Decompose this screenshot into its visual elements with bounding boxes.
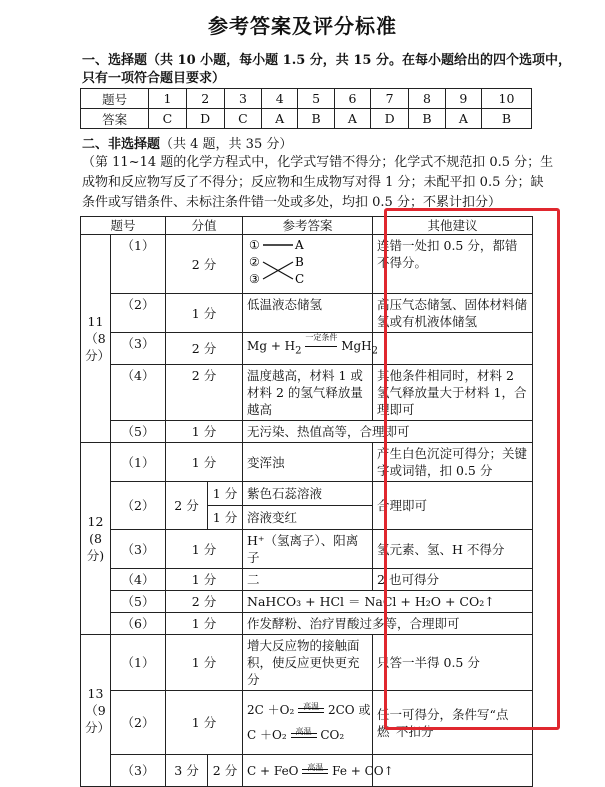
header-answer: 参考答案 [243, 217, 373, 235]
table-row [81, 482, 533, 506]
section2-note-line3: 条件或写错条件、未标注条件错一处或多处，均扣 0.5 分；不累计扣分） [82, 195, 501, 210]
cell: B [481, 109, 531, 129]
eq-condition: 高温 [295, 726, 312, 736]
eq-condition: 高温 [303, 701, 320, 711]
suggestion: 合理即可 [373, 482, 533, 530]
suggestion: 氢元素、氢、H 不得分 [373, 530, 533, 569]
eq-condition: 一定条件 [305, 333, 338, 343]
suggestion: 连错一处扣 0.5 分，都错不得分。 [373, 235, 533, 294]
answer: 溶液变红 [243, 506, 373, 530]
cell: A [445, 109, 481, 129]
cell: 7 [371, 89, 409, 109]
table-row [81, 365, 533, 421]
score: 2 分 [166, 482, 208, 530]
score: 2 分 [166, 591, 243, 613]
label-line: 12 [87, 514, 104, 529]
cell: B [409, 109, 446, 129]
section2-note-line1: （第 11~14 题的化学方程式中，化学式写错不得分；化学式不规范扣 0.5 分；生 [82, 155, 554, 170]
table-row [81, 755, 533, 787]
eq-right: MgH [341, 339, 372, 354]
header-number: 题号 [81, 217, 166, 235]
section2-heading [82, 136, 292, 154]
label-line: 11 [87, 314, 104, 329]
match-right-a: A [295, 238, 304, 252]
sub-number: （5） [111, 421, 166, 443]
label-line: 分） [85, 720, 111, 735]
cell: 6 [334, 89, 370, 109]
sub-number: （4） [111, 569, 166, 591]
match-right-c: C [295, 272, 305, 286]
match-left-3: ③ [249, 272, 260, 286]
answer: 无污染、热值高等，合理即可 [243, 421, 533, 443]
section2-title: 二、非选择题 [82, 137, 161, 152]
label-line: 分） [85, 348, 111, 363]
score: 1 分 [166, 421, 243, 443]
header-suggestion: 其他建议 [373, 217, 533, 235]
cell: 9 [445, 89, 481, 109]
table-row [81, 235, 533, 294]
row-label: 题号 [81, 89, 149, 109]
sub-number: （4） [111, 365, 166, 421]
eq-left: C ＋O₂ [247, 727, 287, 742]
sub-number: （6） [111, 613, 166, 635]
cell: 3 [224, 89, 261, 109]
sub-number: （2） [111, 482, 166, 530]
cell: B [298, 109, 335, 129]
sub-number: （5） [111, 591, 166, 613]
equation: $Mg + H_2$ 一定条件 MgH$_2$ [243, 333, 373, 365]
score: 1 分 [166, 294, 243, 333]
score: 3 分 [166, 755, 208, 787]
part-score: 1 分 [208, 482, 243, 506]
cell: C [149, 109, 186, 129]
suggestion [373, 333, 533, 365]
section1-heading-line1: 一、选择题（共 10 小题，每小题 1.5 分，共 15 分。在每小题给出的四个选项中， [82, 53, 571, 68]
sub-number: （3） [111, 333, 166, 365]
sub-number: （3） [111, 755, 166, 787]
table-row [81, 591, 533, 613]
cell: 5 [298, 89, 335, 109]
score: 2 分 [166, 333, 243, 365]
suggestion: 高压气态储氢、固体材料储氢或有机液体储氢 [373, 294, 533, 333]
suggestion: 只答一半得 0.5 分 [373, 635, 533, 691]
table-row [81, 421, 533, 443]
sub-number: （2） [111, 691, 166, 755]
label-line: 分) [86, 548, 105, 563]
part-score: 2 分 [208, 755, 243, 787]
section2-note-line2: 成物和反应物写反了不得分；反应物和生成物写对得 1 分；未配平扣 0.5 分；缺 [82, 175, 544, 190]
match-answer [243, 235, 373, 294]
header-score: 分值 [166, 217, 243, 235]
table-header-row [81, 217, 533, 235]
answer: 增大反应物的接触面积，使反应更快更充分 [243, 635, 373, 691]
table-row [81, 333, 533, 365]
suggestion [373, 755, 533, 787]
eq-condition: 高温 [307, 762, 324, 772]
suggestion: 产生白色沉淀可得分；关键字或词错，扣 0.5 分 [373, 443, 533, 482]
eq-left: 2C ＋O₂ [247, 702, 295, 717]
table-row [81, 635, 533, 691]
table-row [81, 613, 533, 635]
answer: 变浑浊 [243, 443, 373, 482]
cell: 10 [481, 89, 531, 109]
eq-right: Fe + CO↑ [332, 763, 394, 778]
equation [243, 755, 394, 787]
cell: 4 [262, 89, 298, 109]
equation: NaHCO₃ + HCl ＝ NaCl + H₂O + CO₂↑ [243, 591, 533, 613]
q12-label [81, 443, 111, 635]
label-line: （9 [85, 703, 106, 718]
table-row-answers [81, 109, 532, 129]
sub-number: （1） [111, 635, 166, 691]
eq-right: 2CO 或 [327, 702, 371, 717]
score: 1 分 [166, 613, 243, 635]
score: 1 分 [166, 635, 243, 691]
table-row [81, 443, 533, 482]
cell: A [334, 109, 370, 129]
label-line: （8 [85, 331, 106, 346]
scoring-table [80, 216, 533, 787]
choice-answer-table [80, 88, 532, 129]
score: 2 分 [166, 365, 243, 421]
table-row [81, 530, 533, 569]
section2-title-note: （共 4 题，共 35 分） [160, 137, 293, 152]
cell: 8 [409, 89, 446, 109]
match-left-2: ② [249, 255, 260, 269]
cell: D [371, 109, 409, 129]
suggestion: 其他条件相同时，材料 2 氢气释放量大于材料 1，合理即可 [373, 365, 533, 421]
cell: C [224, 109, 261, 129]
q11-label [81, 235, 111, 443]
score: 2 分 [166, 235, 243, 294]
sub-number: （1） [111, 235, 166, 294]
match-left-1: ① [249, 238, 260, 252]
table-row [81, 691, 533, 755]
row-label: 答案 [81, 109, 149, 129]
q13-label [81, 635, 111, 787]
sub-number: （1） [111, 443, 166, 482]
cell: D [186, 109, 224, 129]
page-title: 参考答案及评分标准 [208, 14, 397, 38]
cell: A [262, 109, 298, 129]
answer: 二 [243, 569, 373, 591]
score: 1 分 [166, 443, 243, 482]
equations [243, 691, 373, 755]
table-row [81, 569, 533, 591]
cell: 2 [186, 89, 224, 109]
section1-heading-line2: 只有一项符合题目要求） [82, 71, 226, 86]
eq-right: CO₂ [320, 727, 345, 742]
answer: H⁺（氢离子）、阳离子 [243, 530, 373, 569]
answer: 作发酵粉、治疗胃酸过多等，合理即可 [243, 613, 533, 635]
label-line: (8 [89, 531, 102, 546]
label-line: 13 [87, 686, 104, 701]
eq-left: C + FeO [247, 763, 299, 778]
part-score: 1 分 [208, 506, 243, 530]
match-right-b: B [295, 255, 304, 269]
sub-number: （2） [111, 294, 166, 333]
score: 1 分 [166, 691, 243, 755]
matching-diagram [247, 237, 327, 287]
answer: 温度越高，材料 1 或材料 2 的氢气释放量越高 [243, 365, 373, 421]
eq-left: Mg + H [247, 339, 296, 354]
table-row-numbers [81, 89, 532, 109]
sub-number: （3） [111, 530, 166, 569]
score: 1 分 [166, 530, 243, 569]
answer: 紫色石蕊溶液 [243, 482, 373, 506]
cell: 1 [149, 89, 186, 109]
answer: 低温液态储氢 [243, 294, 373, 333]
score: 1 分 [166, 569, 243, 591]
table-row [81, 294, 533, 333]
suggestion: 2 也可得分 [373, 569, 533, 591]
suggestion: 任一可得分，条件写“点燃”不扣分 [373, 691, 533, 755]
